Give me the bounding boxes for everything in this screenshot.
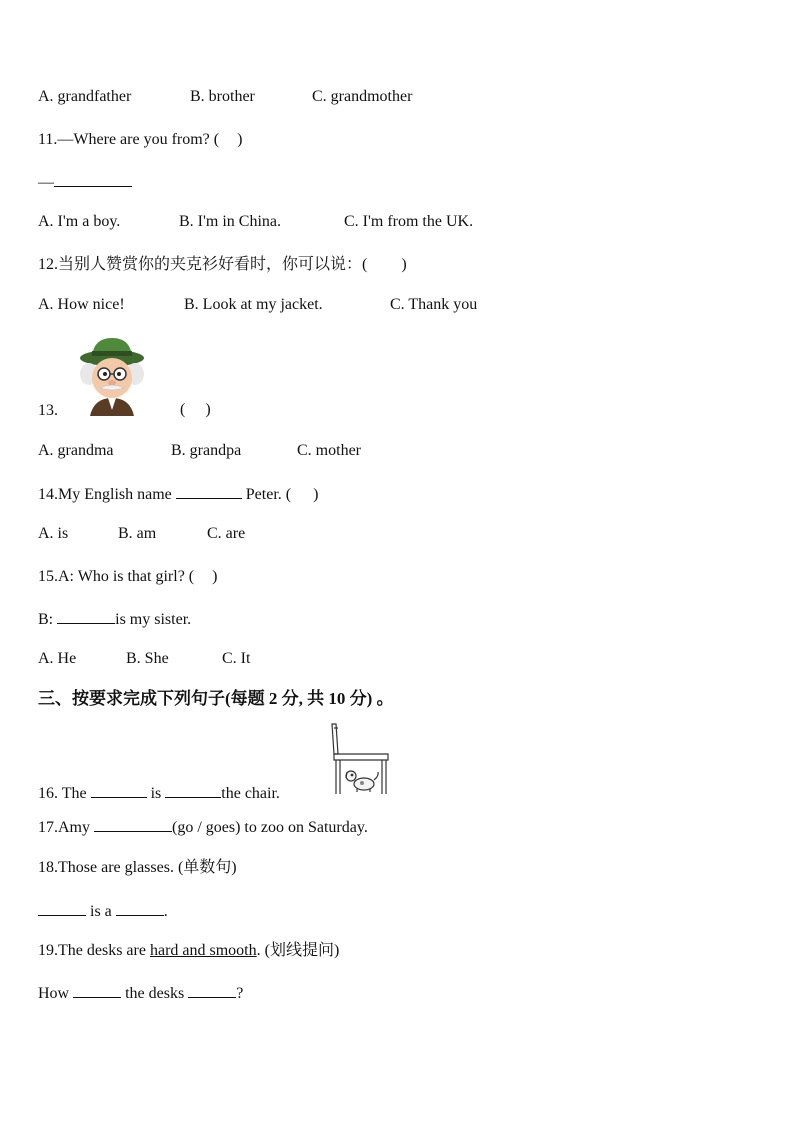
q12-stem: 12.当别人赞赏你的夹克衫好看时，你可以说：(	[38, 256, 368, 273]
q12-paren-close: )	[401, 256, 407, 273]
q18-blank-1[interactable]	[38, 900, 86, 916]
q14-blank[interactable]	[176, 483, 242, 499]
q17-blank[interactable]	[94, 816, 172, 832]
q11-option-a: A. I'm a boy.	[38, 213, 121, 230]
q13-number: 13.	[38, 402, 58, 419]
q18-blank-2[interactable]	[116, 900, 164, 916]
q14-option-c: C. are	[207, 525, 246, 542]
q13-option-b: B. grandpa	[171, 442, 242, 459]
q15-option-c: C. It	[222, 650, 251, 667]
q18-answer-line: is a .	[38, 900, 168, 922]
q14-option-b: B. am	[118, 525, 157, 542]
q19-underlined-phrase: hard and smooth	[149, 942, 257, 959]
q15-option-a: A. He	[38, 650, 77, 667]
q12-option-a: A. How nice!	[38, 296, 125, 313]
q13-question	[38, 401, 58, 421]
q10-option-b: B. brother	[190, 88, 255, 105]
q11-option-b: B. I'm in China.	[179, 213, 281, 230]
section-3-heading: 三、按要求完成下列句子(每题 2 分, 共 10 分) 。	[38, 689, 394, 708]
q19-answer-line: How the desks ?	[38, 982, 243, 1004]
q12-question	[38, 255, 407, 275]
q17-question: 17.Amy (go / goes) to zoo on Saturday.	[38, 816, 368, 838]
q10-option-c: C. grandmother	[312, 88, 413, 105]
q12-option-c: C. Thank you	[390, 296, 478, 313]
q14-option-a: A. is	[38, 525, 69, 542]
q16-blank-1[interactable]	[91, 782, 147, 798]
q12-option-b: B. Look at my jacket.	[184, 296, 323, 313]
q11-dash: —	[38, 174, 54, 191]
q15-question: 15.A: Who is that girl? ( )	[38, 568, 218, 585]
q16-blank-2[interactable]	[165, 782, 221, 798]
q18-question: 18.Those are glasses. (单数句)	[38, 859, 237, 876]
q19-blank-2[interactable]	[188, 982, 236, 998]
q13-option-c: C. mother	[297, 442, 361, 459]
q11-paren-close: )	[237, 131, 243, 148]
q16-question: 16. The is the chair.	[38, 782, 280, 804]
q19-question: 19.The desks are hard and smooth. (划线提问)	[38, 942, 340, 959]
q11-answer-blank[interactable]	[54, 171, 132, 187]
q15-blank[interactable]	[57, 608, 115, 624]
q15-option-b: B. She	[126, 650, 169, 667]
q11-option-c: C. I'm from the UK.	[344, 213, 474, 230]
grandpa-picture	[78, 336, 148, 416]
q19-blank-1[interactable]	[73, 982, 121, 998]
q11-question	[38, 130, 242, 150]
q15-answer-line: B: is my sister.	[38, 608, 191, 630]
q13-option-a: A. grandma	[38, 442, 114, 459]
q13-answer-paren: ( )	[180, 401, 211, 418]
chair-dog-picture	[326, 722, 390, 798]
q14-question: 14.My English name Peter. ( )	[38, 483, 318, 505]
q11-answer-line	[38, 171, 132, 193]
q11-stem: 11.—Where are you from? (	[38, 131, 220, 148]
q10-option-a: A. grandfather	[38, 88, 132, 105]
